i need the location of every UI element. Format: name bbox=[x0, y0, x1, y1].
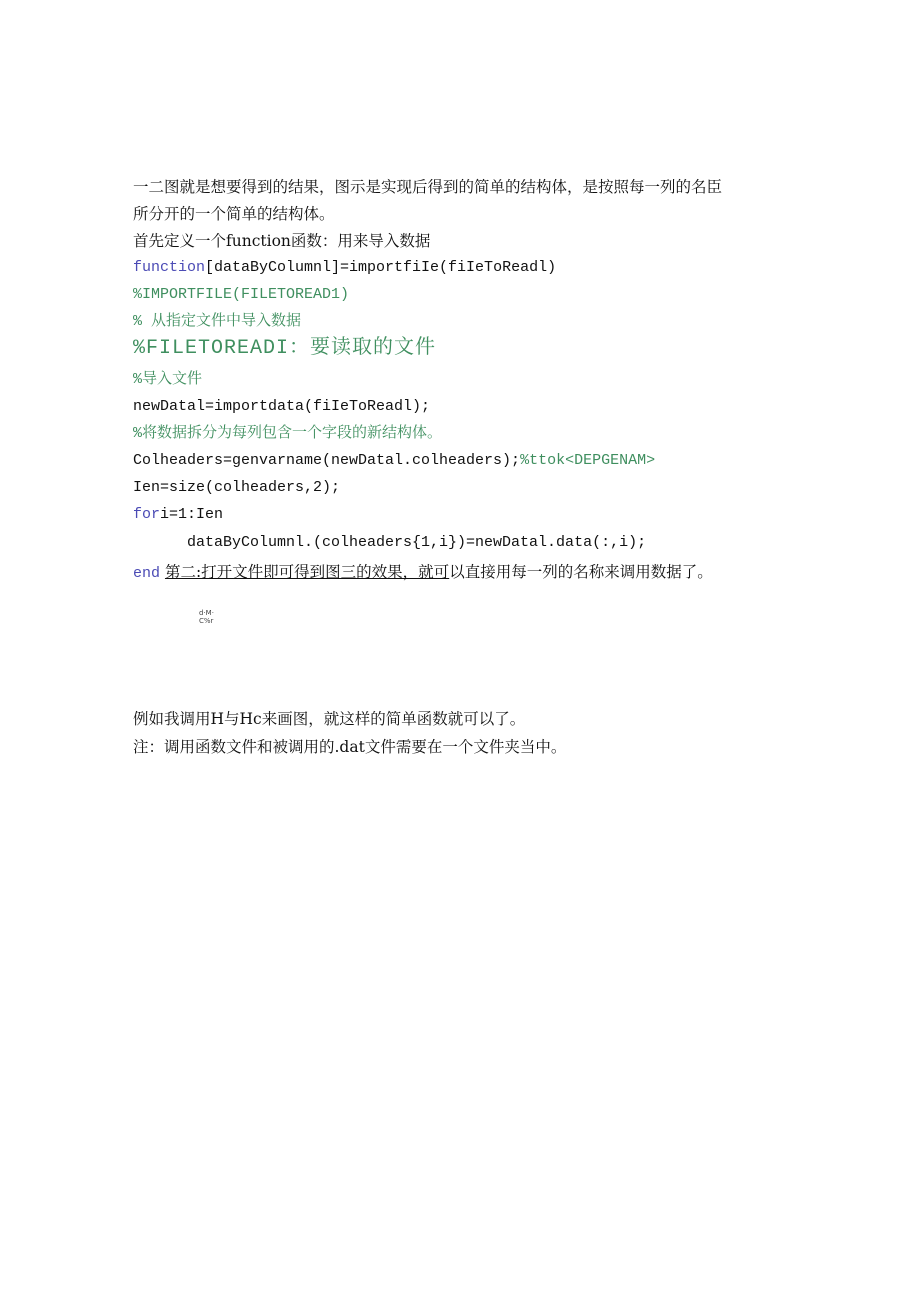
code-line-function bbox=[133, 258, 556, 278]
function-signature: [dataByColumnl]=importfiIe(fiIeToReadl) bbox=[205, 259, 557, 276]
genvarname-comment: %ttok<DEPGENAM> bbox=[520, 452, 656, 469]
genvarname-code: Colheaders=genvarname(newDatal.colheaders); bbox=[133, 452, 521, 469]
keyword-function: function bbox=[133, 259, 206, 276]
paragraph-1-line-2: 所分开的一个简单的结构体。 bbox=[133, 205, 335, 223]
paragraph-2: 例如我调用H与Hc来画图，就这样的简单函数就可以了。 bbox=[133, 710, 526, 728]
step-two-underlined: 第二:打开文件即可得到图三的效果，就可 bbox=[164, 563, 450, 581]
code-comment-import-from-file: % 从指定文件中导入数据 bbox=[133, 313, 302, 330]
for-range: i=1:Ien bbox=[160, 506, 224, 523]
keyword-for: for bbox=[133, 506, 161, 523]
step-two-rest: 以直接用每一列的名称来调用数据了。 bbox=[449, 563, 713, 581]
note-text: 注：调用函数文件和被调用的.dat文件需要在一个文件夹当中。 bbox=[133, 738, 567, 756]
code-line-importdata: newDatal=importdata(fiIeToReadl); bbox=[133, 398, 431, 415]
keyword-end: end bbox=[133, 565, 161, 582]
paragraph-1-line-1: 一二图就是想要得到的结果，图示是实现后得到的简单的结构体，是按照每一列的名臣 bbox=[133, 178, 723, 196]
code-comment-filetoread: %FILETOREADI：要读取的文件 bbox=[133, 337, 437, 360]
code-line-for bbox=[133, 505, 223, 525]
code-comment-importfile: %IMPORTFILE(FILETOREAD1) bbox=[133, 286, 350, 303]
code-line-size: Ien=size(colheaders,2); bbox=[133, 479, 341, 496]
code-comment-split-struct: %将数据拆分为每列包含一个字段的新结构体。 bbox=[133, 425, 443, 442]
code-line-assign: dataByColumnl.(colheaders{1,i})=newDatal.data(:,i); bbox=[187, 534, 647, 551]
intro-text: 首先定义一个function函数：用来导入数据 bbox=[133, 232, 431, 250]
code-line-end bbox=[133, 562, 713, 584]
figure-placeholder: d·M· C%r bbox=[199, 609, 214, 625]
code-comment-import-file: %导入文件 bbox=[133, 371, 203, 388]
code-line-genvarname bbox=[133, 451, 655, 471]
